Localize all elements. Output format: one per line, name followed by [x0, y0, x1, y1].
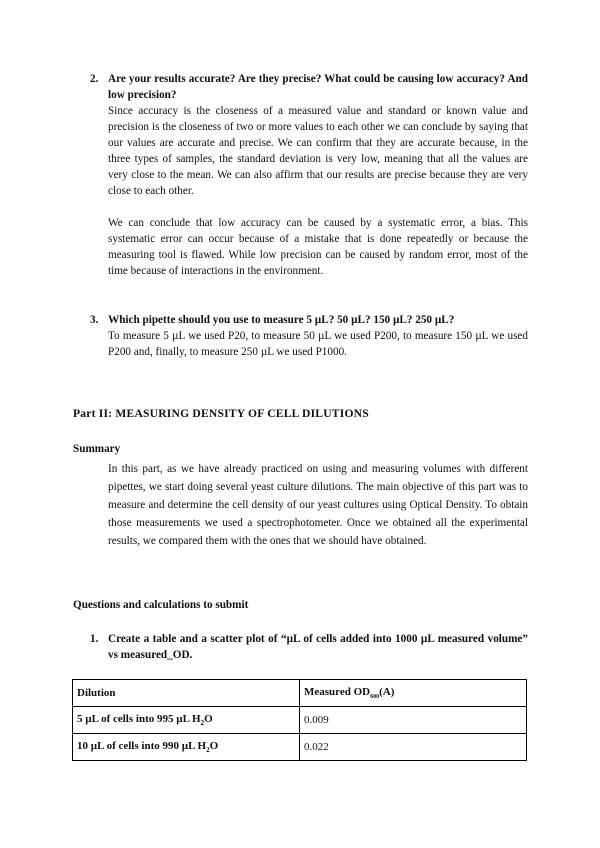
header-od-suffix: (A)	[379, 685, 395, 698]
header-od-sub: 600	[370, 694, 380, 701]
question-3-answer: To measure 5 µL we used P20, to measure 50 µL we used P200, to measure 150 µL we used P200 and, finally, to measure 250 µL we used P1000.	[108, 330, 528, 358]
od-cell: 0.022	[300, 734, 527, 761]
header-dilution: Dilution	[73, 680, 300, 707]
od-table	[72, 679, 527, 761]
question-3	[73, 312, 528, 360]
dilution-sub: 2	[200, 719, 205, 728]
dilution-pre: 5 µL of cells into 995 µL H	[77, 712, 201, 725]
question-2-title: Are your results accurate? Are they precise? What could be causing low accuracy? And low precision?	[108, 73, 528, 101]
table-header-row	[73, 680, 527, 707]
question-1-title: Create a table and a scatter plot of “µL of cells added into 1000 µL measured volume” vs measured_OD.	[108, 633, 528, 661]
dilution-pre: 10 µL of cells into 990 µL H	[77, 739, 207, 752]
dilution-post: O	[204, 712, 213, 725]
header-od-prefix: Measured OD	[304, 685, 371, 698]
table-row	[73, 734, 527, 761]
questions-label: Questions and calculations to submit	[73, 599, 249, 611]
question-1	[73, 631, 528, 663]
question-2	[73, 71, 528, 279]
question-1-number: 1.	[90, 633, 99, 645]
dilution-post: O	[209, 739, 219, 752]
question-3-title: Which pipette should you use to measure 5 µL? 50 µL? 150 µL? 250 µL?	[108, 314, 455, 326]
question-2-paragraph-1: Since accuracy is the closeness of a measured value and standard or known value and precision is the closeness of two or more values to each other we can conclude by saying that our values are accurate and precise. We can confirm that they are accurate because, in the three types of samples, the standard deviation is very low, meaning that all the values are very close to the mean. We can also affirm that our results are precise because they are very close to each other.	[108, 105, 528, 197]
dilution-cell	[73, 707, 300, 734]
dilution-sub: 2	[206, 746, 210, 755]
dilution-cell	[73, 734, 300, 761]
summary-text: In this part, as we have already practiced on using and measuring volumes with different pipettes, we start doing several yeast culture dilutions. The main objective of this part was to measure and determine the cell density of our yeast cultures using Optical Density. To obtain those measurements we used a spectrophotometer. Once we obtained all the experimental results, we compared them with the ones that we should have obtained.	[108, 463, 528, 547]
summary-label: Summary	[73, 443, 121, 455]
od-cell: 0.009	[300, 707, 527, 734]
header-od	[300, 680, 527, 707]
part-2-heading: Part II: MEASURING DENSITY OF CELL DILUTIONS	[73, 407, 369, 420]
question-2-paragraph-2: We can conclude that low accuracy can be caused by a systematic error, a bias. This systematic error can occur because of a mistake that is done repeatedly or because the measuring tool is flawed. While low precision can be caused by random error, most of the time because of interactions in the environment.	[108, 217, 528, 277]
table-row	[73, 707, 527, 734]
question-3-number: 3.	[90, 314, 99, 326]
question-2-number: 2.	[90, 73, 99, 85]
